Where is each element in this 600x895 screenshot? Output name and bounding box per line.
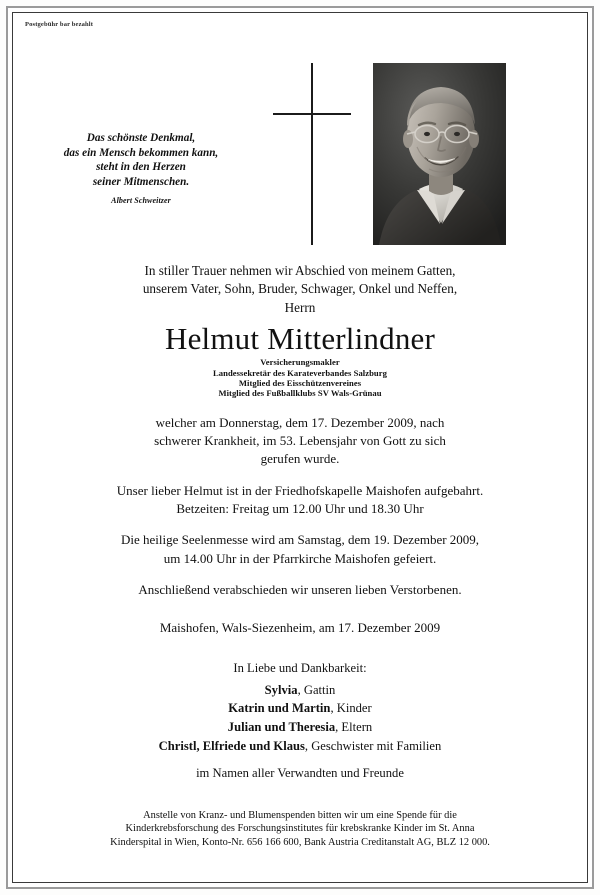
mass-line-2: um 14.00 Uhr in der Pfarrkirche Maishofen gefeiert. (163, 550, 437, 566)
survivor-separator: , (335, 720, 342, 734)
role-line-2: Landessekretär des Karateverbandes Salzburg (213, 367, 387, 378)
survivor-relation: Gattin (303, 682, 336, 697)
header-section (13, 13, 587, 260)
quote-line-4: seiner Mitmenschen. (92, 175, 190, 188)
quote-line-3: steht in den Herzen (96, 161, 186, 174)
death-line-1: welcher am Donnerstag, dem 17. Dezember 2009, nach (155, 414, 445, 430)
donation-line-3: Kinderspital in Wien, Konto-Nr. 656 166 600, Bank Austria Creditanstalt AG, BLZ 12 000. (110, 836, 490, 848)
quote-line-1: Das schönste Denkmal, (86, 132, 196, 144)
survivor-relation: Geschwister mit Familien (311, 738, 442, 753)
survivor-row (31, 718, 569, 737)
survivor-names: Katrin und Martin (228, 701, 331, 716)
mourning-intro (31, 262, 569, 317)
survivor-names: Julian und Theresia (227, 720, 336, 734)
cross-vertical-bar (311, 63, 313, 245)
donation-line-2: Kinderkrebsforschung des Forschungsinstitutes für krebskranke Kinder im St. Anna (125, 823, 475, 835)
place-and-date: Maishofen, Wals-Siezenheim, am 17. Dezember 2009 (159, 620, 441, 636)
farewell-text (31, 581, 569, 599)
death-notice-text (31, 414, 569, 469)
deceased-roles (31, 357, 569, 399)
survivor-names: Christl, Elfriede und Klaus (158, 738, 305, 753)
survivor-row (31, 699, 569, 718)
survivor-separator: , (304, 738, 312, 753)
donation-line-1: Anstelle von Kranz- und Blumenspenden bitten wir um eine Spende für die (143, 809, 457, 821)
death-line-3: gerufen wurde. (260, 451, 340, 467)
donation-request (31, 809, 569, 850)
survivor-separator: , (330, 701, 337, 716)
death-line-2: schwerer Krankheit, im 53. Lebensjahr von Gott zu sich (154, 433, 446, 449)
role-line-1: Versicherungsmakler (260, 357, 340, 368)
postage-paid-note: Postgebühr bar bezahlt (25, 21, 94, 28)
body-section (13, 262, 587, 850)
quote-author: Albert Schweitzer (111, 196, 171, 206)
requiem-mass-text (31, 531, 569, 568)
survivor-names: Sylvia (264, 682, 298, 697)
intro-line-3: Herrn (284, 299, 316, 315)
survivor-separator: , (297, 682, 304, 697)
cross-horizontal-bar (273, 113, 351, 115)
survivors-footer: im Namen aller Verwandten und Freunde (196, 766, 404, 781)
survivors-title: In Liebe und Dankbarkeit: (233, 661, 367, 676)
mass-line-1: Die heilige Seelenmesse wird am Samstag, dem 19. Dezember 2009, (120, 532, 480, 548)
survivor-relation: Eltern (341, 720, 373, 734)
intro-line-2: unserem Vater, Sohn, Bruder, Schwager, Onkel und Neffen, (142, 281, 458, 297)
survivor-relation: Kinder (336, 701, 372, 716)
survivors-section (31, 659, 569, 783)
survivor-row (31, 737, 569, 756)
laying-out-line-1: Unser lieber Helmut ist in der Friedhofskapelle Maishofen aufgebahrt. (116, 482, 484, 498)
prayer-times-line: Betzeiten: Freitag um 12.00 Uhr und 18.30 Uhr (176, 501, 424, 517)
intro-line-1: In stiller Trauer nehmen wir Abschied von meinem Gatten, (144, 263, 456, 278)
quote-line-2: das ein Mensch bekommen kann, (63, 146, 219, 159)
survivor-row (31, 681, 569, 700)
farewell-line: Anschließend verabschieden wir unseren lieben Verstorbenen. (138, 581, 462, 597)
deceased-name: Helmut Mitterlindner (164, 321, 436, 357)
card-content (13, 13, 587, 882)
portrait-photo (373, 63, 506, 245)
laying-out-text (31, 482, 569, 519)
memorial-quote (41, 131, 241, 209)
role-line-3: Mitglied des Eisschützenvereines (238, 378, 362, 389)
role-line-4: Mitglied des Fußballklubs SV Wals-Grünau (218, 388, 382, 399)
